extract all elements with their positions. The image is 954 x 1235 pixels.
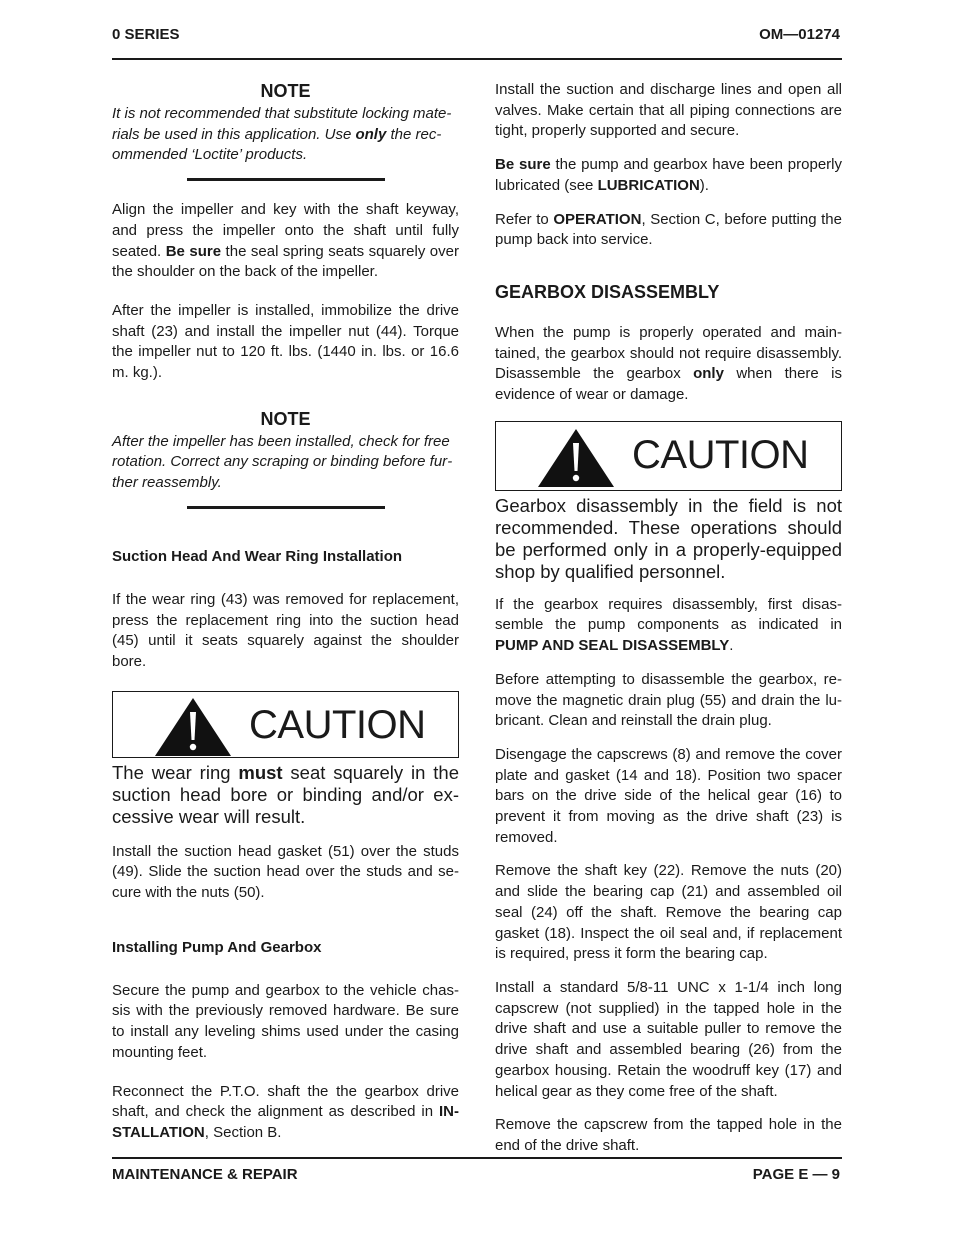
note-body: After the impeller has been installed, check for free rotation. Correct any scraping or binding before further reassembly.: [112, 432, 453, 492]
note-divider: [187, 506, 385, 509]
note-title: NOTE: [260, 408, 311, 429]
warning-triangle-icon: [153, 696, 233, 756]
header-doc-number: OM—01274: [759, 26, 840, 43]
paragraph-wear-ring: If the wear ring (43) was removed for replacement, press the replacement ring into the suction head (45) until it seats squarely against the shoulder bore.: [112, 590, 459, 670]
header-rule: [112, 58, 842, 60]
paragraph-install-lines: Install the suction and discharge lines and open all valves. Make certain that all piping connections are tight, properly supported and secure.: [495, 81, 842, 140]
caution-label: CAUTION: [632, 432, 809, 477]
paragraph-remove-capscrew: Remove the capscrew from the tapped hole in the end of the drive shaft.: [495, 1116, 842, 1154]
paragraph-drain-plug: Before attempting to disassemble the gearbox, remove the magnetic drain plug (55) and drain the lubricant. Clean and reinstall the drain plug.: [495, 670, 842, 730]
note-title: NOTE: [260, 81, 311, 101]
header-series: 0 SERIES: [112, 26, 180, 43]
caution-banner: [495, 421, 842, 491]
note-divider: [187, 178, 385, 181]
caution-text: The wear ring must seat squarely in the suction head bore or binding and/or excessive wear will result.: [112, 761, 459, 827]
paragraph-capscrew-puller: Install a standard 5/8-11 UNC x 1-1/4 inch long capscrew (not supplied) in the tapped hole in the drive shaft and use a suitable puller to remove the drive shaft and assembled bearing (26) from the gearbox housing. Retain the woodruff key (17) and helical gear as they come free of the shaft.: [495, 978, 842, 1100]
footer-section: MAINTENANCE & REPAIR: [112, 1166, 298, 1183]
paragraph-shaft-key: Remove the shaft key (22). Remove the nuts (20) and slide the bearing cap (21) and assembled oil seal (24) off the shaft. Remove the bearing cap gasket (18). Inspect the oil seal and, if replacement is required, press it form the bearing cap.: [495, 862, 842, 963]
caution-label: CAUTION: [249, 702, 426, 747]
paragraph-refer-operation: Refer to OPERATION, Section C, before putting the pump back into service.: [495, 210, 842, 249]
right-column: [495, 80, 842, 1170]
paragraph-cover-plate: Disengage the capscrews (8) and remove the cover plate and gasket (14 and 18). Position two spacer bars on the drive side of the helical gear (16) to prevent it from moving as the drive shaft (23) is removed.: [495, 745, 842, 846]
paragraph-first-disassemble: If the gearbox requires disassembly, first disassemble the pump components as indicated in PUMP AND SEAL DISASSEMBLY.: [495, 595, 842, 655]
left-column: [112, 80, 459, 1157]
paragraph-impeller-torque: After the impeller is installed, immobilize the drive shaft (23) and install the impeller nut (44). Torque the impeller nut to 120 ft. lbs. (1440 in. lbs. or 16.6 m. kg.).: [112, 301, 459, 382]
paragraph-secure-pump: Secure the pump and gearbox to the vehicle chassis with the previously removed hardware. Be sure to install any leveling shims used under the casing mounting feet.: [112, 981, 459, 1061]
note-body: It is not recommended that substitute locking materials be used in this application. Use only the recommended ‘Loctite’ products.: [112, 105, 452, 164]
footer-page-number: PAGE E — 9: [752, 1166, 840, 1183]
paragraph-impeller-align: Align the impeller and key with the shaft keyway, and press the impeller onto the shaft until fully seated. Be sure the seal spring seats squarely over the shoulder on the back of the impeller.: [112, 201, 459, 281]
subheading-suction-head: Suction Head And Wear Ring Installation: [112, 547, 403, 565]
paragraph-reconnect-pto: Reconnect the P.T.O. shaft the the gearbox drive shaft, and check the alignment as described in INSTALLATION, Section B.: [112, 1082, 459, 1141]
caution-text: Gearbox disassembly in the field is not recommended. These operations should be performed only in a properly-equipped shop by qualified personnel.: [495, 494, 842, 582]
subheading-installing-pump: Installing Pump And Gearbox: [112, 938, 322, 956]
paragraph-suction-gasket: Install the suction head gasket (51) over the studs (49). Slide the suction head over the studs and secure with the nuts (50).: [112, 842, 459, 902]
caution-banner: [112, 691, 459, 758]
section-heading-gearbox-disassembly: GEARBOX DISASSEMBLY: [495, 281, 720, 302]
paragraph-lubrication: Be sure the pump and gearbox have been properly lubricated (see LUBRICATION).: [495, 156, 842, 194]
paragraph-gearbox-intro: When the pump is properly operated and maintained, the gearbox should not require disassembly. Disassemble the gearbox only when there is evidence of wear or damage.: [495, 323, 842, 404]
footer-rule: [112, 1157, 842, 1159]
warning-triangle-icon: [536, 427, 616, 487]
